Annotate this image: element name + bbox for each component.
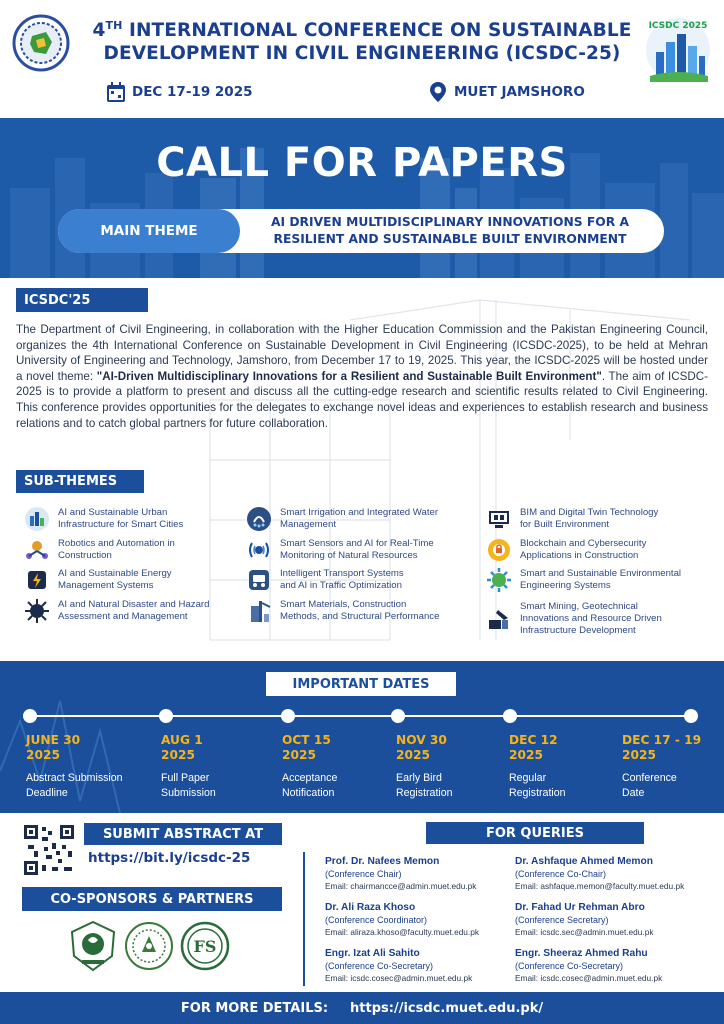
queries-divider <box>303 852 305 986</box>
partner-logo-icon <box>180 920 230 972</box>
contact-card: Dr. Fahad Ur Rehman Abro (Conference Secretary) Email: icsdc.sec@admin.muet.edu.pk <box>515 902 654 937</box>
environment-icon <box>486 567 512 593</box>
robotics-icon <box>24 537 50 563</box>
conference-title: 4TH INTERNATIONAL CONFERENCE ON SUSTAINABLE DEVELOPMENT IN CIVIL ENGINEERING (ICSDC-25) <box>92 19 632 64</box>
subtheme-item: Smart Materials, Construction Methods, and Structural Performance <box>246 598 439 624</box>
footer-label: FOR MORE DETAILS: <box>180 1000 329 1016</box>
icsdc-section-label: ICSDC'25 <box>16 288 148 312</box>
date-label: Early Bird Registration <box>396 772 453 799</box>
contact-card: Prof. Dr. Nafees Memon (Conference Chair) Email: chairmancce@admin.muet.edu.pk <box>325 856 477 891</box>
event-venue <box>428 80 585 104</box>
muet-logo-icon <box>12 14 70 72</box>
bim-icon <box>486 506 512 532</box>
energy-icon <box>24 567 50 593</box>
call-for-papers-heading: CALL FOR PAPERS <box>156 140 568 186</box>
date-value: OCT 15 2025 <box>282 733 331 762</box>
contact-card: Engr. Izat Ali Sahito (Conference Co-Secretary) Email: icsdc.cosec@admin.muet.edu.pk <box>325 948 473 983</box>
date-label: Conference Date <box>622 772 677 799</box>
contact-card: Dr. Ali Raza Khoso (Conference Coordinator) Email: aliraza.khoso@faculty.muet.edu.pk <box>325 902 479 937</box>
date-label: Regular Registration <box>509 772 566 799</box>
svg-text:FS: FS <box>193 937 217 956</box>
footer-bar <box>0 992 724 1024</box>
hec-logo-icon <box>68 920 118 972</box>
subtheme-item: AI and Sustainable Urban Infrastructure for Smart Cities <box>24 506 183 532</box>
timeline-dot <box>159 709 173 723</box>
calendar-icon <box>106 81 126 103</box>
sub-themes-label: SUB-THEMES <box>16 470 144 493</box>
timeline-dot <box>503 709 517 723</box>
date-value: DEC 17 - 19 2025 <box>622 733 702 762</box>
main-theme-text: AI DRIVEN MULTIDISCIPLINARY INNOVATIONS FOR A RESILIENT AND SUSTAINABLE BUILT ENVIRONMENT <box>270 215 630 246</box>
contact-card: Dr. Ashfaque Ahmed Memon (Conference Co-Chair) Email: ashfaque.memon@faculty.muet.edu.pk <box>515 856 685 891</box>
location-pin-icon <box>428 81 448 103</box>
for-queries-label: FOR QUERIES <box>426 822 644 844</box>
subtheme-item: AI and Sustainable Energy Management Systems <box>24 567 172 593</box>
dates-timeline <box>30 715 692 717</box>
subtheme-item: Intelligent Transport Systems and AI in Traffic Optimization <box>246 567 404 593</box>
main-theme-label: MAIN THEME <box>58 209 240 253</box>
date-value: DEC 12 2025 <box>509 733 558 762</box>
timeline-dot <box>281 709 295 723</box>
sensor-icon <box>246 537 272 563</box>
blockchain-icon <box>486 537 512 563</box>
subtheme-item: AI and Natural Disaster and Hazard Assessment and Management <box>24 598 209 624</box>
contact-card: Engr. Sheeraz Ahmed Rahu (Conference Co-Secretary) Email: icsdc.cosec@admin.muet.edu.pk <box>515 948 663 983</box>
event-venue-text: MUET JAMSHORO <box>454 84 585 100</box>
icsdc-logo-icon <box>642 12 714 92</box>
date-value: JUNE 30 2025 <box>26 733 81 762</box>
subtheme-item: BIM and Digital Twin Technology for Built Environment <box>486 506 658 532</box>
date-label: Acceptance Notification <box>282 772 338 799</box>
timeline-dot <box>23 709 37 723</box>
subtheme-item: Smart and Sustainable Environmental Engineering Systems <box>486 567 681 593</box>
materials-icon <box>246 598 272 624</box>
smart-city-icon <box>24 506 50 532</box>
qr-code-icon[interactable] <box>22 823 76 877</box>
subtheme-item: Robotics and Automation in Construction <box>24 537 175 563</box>
pec-logo-icon <box>124 920 174 972</box>
date-value: NOV 30 2025 <box>396 733 447 762</box>
submit-abstract-label: SUBMIT ABSTRACT AT <box>84 823 282 845</box>
timeline-dot <box>391 709 405 723</box>
timeline-dot <box>684 709 698 723</box>
date-label: Abstract Submission Deadline <box>26 772 123 799</box>
transport-icon <box>246 567 272 593</box>
date-value: AUG 1 2025 <box>161 733 203 762</box>
subtheme-item: Smart Irrigation and Integrated Water Management <box>246 506 438 532</box>
mining-icon <box>486 606 512 632</box>
svg-text:ICSDC 2025: ICSDC 2025 <box>648 21 708 31</box>
event-date-text: DEC 17-19 2025 <box>132 84 253 100</box>
subtheme-item: Smart Sensors and AI for Real-Time Monitoring of Natural Resources <box>246 537 434 563</box>
subtheme-item: Blockchain and Cybersecurity Applications in Construction <box>486 537 646 563</box>
hazard-icon <box>24 598 50 624</box>
submit-abstract-link[interactable]: https://bit.ly/icsdc-25 <box>88 850 251 866</box>
date-label: Full Paper Submission <box>161 772 216 799</box>
event-date <box>106 80 253 104</box>
footer-website-link[interactable]: https://icsdc.muet.edu.pk/ <box>350 1000 544 1016</box>
conference-description: The Department of Civil Engineering, in collaboration with the Higher Education Commission and the Pakistan Engineering Council, organizes the 4th International Conference on Sustainable Development in Civil Engineering (ICSDC-2025), to be held at Mehran University of Engineering and Technology, Jamshoro, from December 17 to 19, 2025. This year, the ICSDC-2025 will be hosted under a novel theme: "AI-Driven Multidisciplinary Innovations for a Resilient and Sustainable Built Environment". The aim of ICSDC-2025 is to provide a platform to present and discuss all the cutting-edge research and scientific results related to Civil Engineering. This conference provides opportunities for the delegates to exchange novel ideas and experiences to establish research and business relations and to catch global partners for future collaboration. <box>16 323 708 430</box>
important-dates-label: IMPORTANT DATES <box>266 672 456 696</box>
subtheme-item: Smart Mining, Geotechnical Innovations and Resource Driven Infrastructure Development <box>486 601 662 637</box>
co-sponsors-label: CO-SPONSORS & PARTNERS <box>22 887 282 911</box>
irrigation-icon <box>246 506 272 532</box>
